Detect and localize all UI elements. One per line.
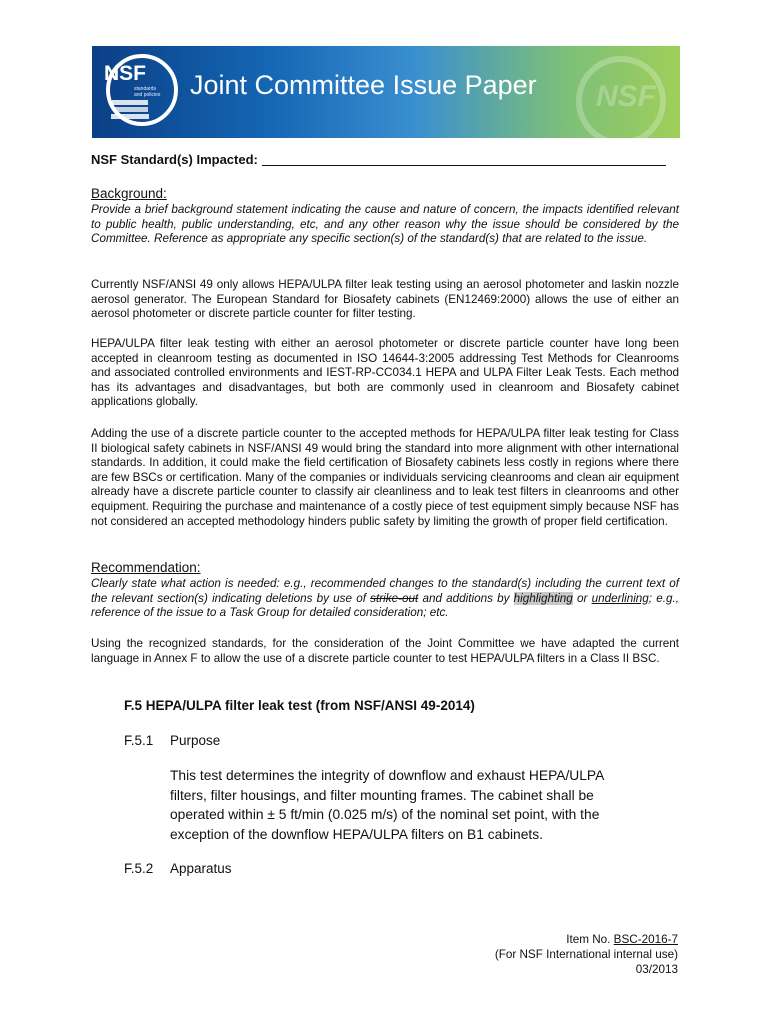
instr-text: or [572, 591, 592, 605]
watermark-text: NSF [596, 80, 656, 113]
logo-subtext: standards and policies [134, 86, 161, 98]
background-paragraph-3: Adding the use of a discrete particle counter to the accepted methods for HEPA/ULPA filter leak testing for Class II biological safety cabinets in NSF/ANSI 49 would bring the standard into more alignment with other international standards. In addition, it could make the field certification of Biosafety cabinets less costly in regions where there are few BSCs or certification. Many of the companies or individuals servicing cleanrooms and clean air equipment already have a discrete particle counter to classify air cleanliness and to leak test filters in cleanrooms and other equipment. Requiring the purchase and maintenance of a costly piece of test equipment simply because NSF has not considered an accepted methodology hinders public safety by limiting the growth of proper field certification. [91, 427, 679, 528]
item-number [495, 932, 678, 947]
subsection-number: F.5.2 [124, 861, 154, 876]
annex-section-title: F.5 HEPA/ULPA filter leak test (from NSF/ANSI 49-2014) [124, 698, 475, 713]
recommendation-paragraph: Using the recognized standards, for the consideration of the Joint Committee we have adapted the current language in Annex F to allow the use of a discrete particle counter to test HEPA/ULPA filters in a Class II BSC. [91, 637, 679, 665]
books-icon [110, 98, 152, 122]
impacted-label: NSF Standard(s) Impacted: [91, 152, 258, 167]
subsection-apparatus [124, 861, 232, 876]
strike-out-example: strike-out [370, 591, 419, 605]
footer-date: 03/2013 [635, 963, 678, 976]
subsection-number: F.5.1 [124, 733, 154, 748]
footer [495, 932, 678, 977]
recommendation-instructions [91, 577, 679, 621]
instr-text: ; e.g., reference of the issue to a Task Group for detailed consideration; etc. [91, 591, 679, 620]
background-paragraph-2: HEPA/ULPA filter leak testing with either an aerosol photometer or discrete particle counter have long been accepted in cleanroom testing as documented in ISO 14644-3:2005 addressing Test Methods for Cleanrooms and associated controlled environments and IEST-RP-CC034.1 HEPA and ULPA Filter Leak Tests. Each method has its advantages and disadvantages, but both are commonly used in cleanroom and Biosafety cabinet applications globally. [91, 337, 679, 409]
subsection-label: Apparatus [170, 861, 232, 876]
impacted-blank-line [262, 152, 666, 166]
recommendation-heading: Recommendation: [91, 560, 201, 575]
instr-text: and additions by [418, 591, 514, 605]
background-paragraph-1: Currently NSF/ANSI 49 only allows HEPA/ULPA filter leak testing using an aerosol photometer and laskin nozzle aerosol generator. The European Standard for Biosafety cabinets (EN12469:2000) allows the use of either an aerosol photometer or discrete particle counter for filter testing. [91, 278, 679, 321]
item-code: BSC-2016-7 [613, 933, 678, 946]
highlighting-example: highlighting [513, 591, 573, 605]
purpose-body: This test determines the integrity of downflow and exhaust HEPA/ULPA filters, filter housings, and filter mounting frames. The cabinet shall be operated within ± 5 ft/min (0.025 m/s) of the nominal set point, with the exception of the downflow HEPA/ULPA filters on B1 cabinets. [170, 768, 604, 842]
background-heading: Background: [91, 186, 167, 201]
standards-impacted [91, 152, 680, 167]
internal-use-note: (For NSF International internal use) [494, 948, 678, 961]
logo-text: NSF [104, 62, 146, 85]
header-banner [92, 46, 680, 138]
background-instructions: Provide a brief background statement indicating the cause and nature of concern, the impacts identified relevant to public health, public understanding, etc, and any other reason why the issue should be considered by the Committee. Reference as appropriate any specific section(s) of the standard(s) that are related to the issue. [91, 203, 679, 246]
item-prefix: Item No. [566, 933, 614, 946]
subsection-label: Purpose [170, 733, 221, 748]
underlining-example: underlining [591, 591, 649, 605]
instr-text: Clearly state what action is needed: e.g., recommended changes to the standard(s) including the current text of the relevant section(s) indicating deletions by use of [91, 577, 679, 605]
banner-title: Joint Committee Issue Paper [190, 70, 537, 100]
subsection-purpose [124, 733, 220, 748]
